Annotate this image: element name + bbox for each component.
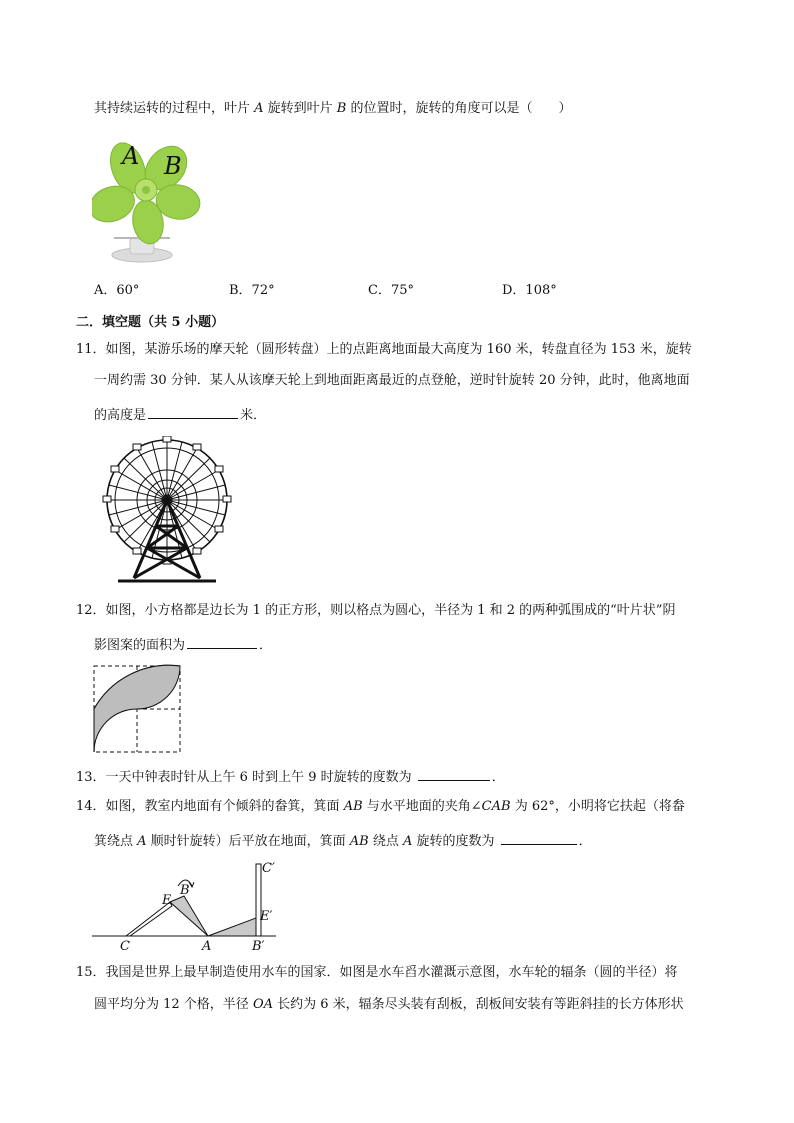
q12-line2: 影图案的面积为 ． — [94, 635, 272, 654]
q14-answer-blank[interactable] — [501, 831, 577, 845]
label-c-prime: C′ — [262, 861, 275, 876]
label-b: B — [180, 883, 190, 898]
q13-line: 13．一天中钟表时针从上午 6 时到上午 9 时旋转的度数为 ． — [76, 767, 505, 786]
q11-line2: 一周约需 30 分钟．某人从该摩天轮上到地面距离最近的点登舱，逆时针旋转 20 分钟，此时，他离地面 — [94, 373, 690, 388]
q15-line1: 15．我国是世界上最早制造使用水车的国家．如图是水车舀水灌溉示意图，水车轮的辐条（圆的半径）将 — [76, 965, 678, 980]
label-b-prime: B′ — [252, 939, 265, 952]
q14-line2: 箕绕点 A 顺时针旋转）后平放在地面，箕面 AB 绕点 A 旋转的度数为 ． — [94, 831, 592, 850]
q14-line1: 14．如图，教室内地面有个倾斜的畚箕，箕面 AB 与水平地面的夹角∠CAB 为 62°，小明将它扶起（将畚 — [76, 799, 685, 814]
label-c: C — [120, 939, 130, 952]
ferris-wheel-figure — [94, 436, 242, 586]
dustpan-figure — [92, 856, 282, 952]
choice-a: A．60° — [94, 283, 140, 298]
q12-answer-blank[interactable] — [187, 635, 257, 649]
q15-line2: 圆平均分为 12 个格，半径 OA 长约为 6 米，辐条尽头装有刮板，刮板间安装有等距斜挂的长方体形状 — [94, 997, 684, 1012]
fan-label-b: B — [164, 152, 182, 180]
choice-d: D．108° — [502, 283, 557, 298]
section-heading: 二．填空题（共 5 小题） — [76, 315, 225, 330]
q12-line1: 12．如图，小方格都是边长为 1 的正方形，则以格点为圆心，半径为 1 和 2 的两种弧围成的“叶片状”阴 — [76, 603, 676, 618]
leaf-figure — [92, 664, 182, 754]
choice-c: C．75° — [368, 283, 414, 298]
q10-stem: 其持续运转的过程中，叶片 A 旋转到叶片 B 的位置时，旋转的角度可以是（ ） — [94, 101, 572, 116]
fan-figure — [92, 134, 202, 266]
fan-label-a: A — [122, 142, 140, 170]
q11-line3: 的高度是 米． — [94, 405, 266, 424]
label-e-prime: E′ — [260, 909, 273, 924]
label-a: A — [202, 939, 212, 952]
q11-answer-blank[interactable] — [148, 405, 238, 419]
label-e: E — [162, 893, 172, 908]
choice-b: B．72° — [229, 283, 275, 298]
q11-line1: 11．如图，某游乐场的摩天轮（圆形转盘）上的点距离地面最大高度为 160 米，转盘直径为 153 米，旋转 — [76, 342, 692, 357]
q13-answer-blank[interactable] — [418, 767, 490, 781]
